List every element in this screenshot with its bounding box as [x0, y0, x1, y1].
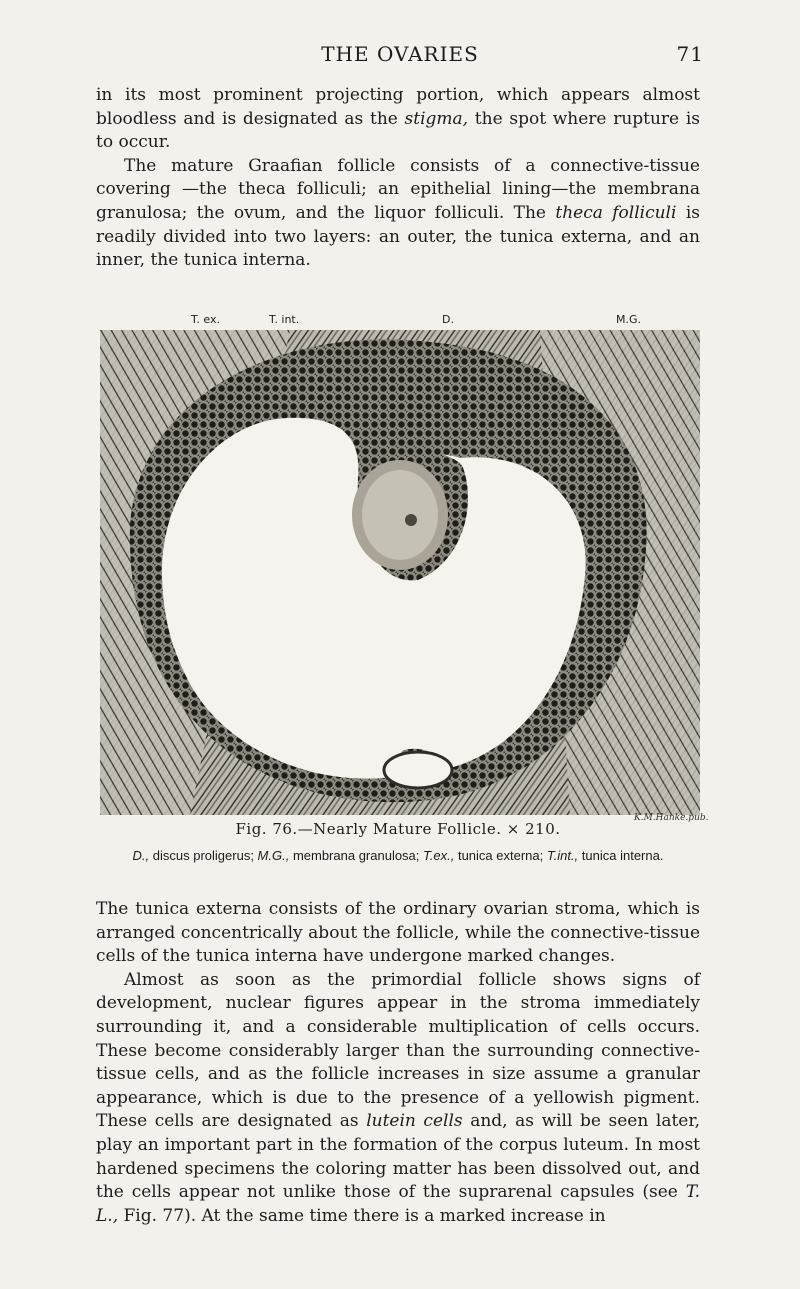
paragraph-tunica-externa: The tunica externa consists of the ordinary ovarian stroma, which is arranged concentrically about the follicle, while the connective-tissue cells of the tunica interna have undergone marked changes. — [96, 899, 700, 967]
figure-labels — [96, 313, 700, 331]
artist-signature: K.M.Hanke.pub. — [634, 813, 709, 823]
page-number: 71 — [676, 42, 704, 66]
top-text — [96, 84, 700, 273]
label-discus-proligerus: D. — [442, 313, 454, 326]
running-title: THE OVARIES — [321, 42, 479, 66]
running-head — [96, 42, 704, 72]
label-tunica-externa: T. ex. — [191, 313, 220, 326]
label-membrana-granulosa: M.G. — [616, 313, 642, 326]
bottom-text — [96, 898, 700, 1228]
follicle-illustration — [100, 330, 700, 815]
paragraph-graafian-follicle: The mature Graafian follicle consists of a connective-tissue covering —the theca folliculi; an epithelial lining—the membrana granulosa; the ovum, and the liquor folliculi. The theca folliculi is readily divided into two layers: an outer, the tunica externa, and an inner, the tunica interna. — [96, 155, 700, 271]
paragraph-lutein-cells: Almost as soon as the primordial follicle shows signs of development, nuclear figures appear in the stroma immediately surrounding it, and a considerable multiplication of cells occurs. These become considerably larger than the surrounding connective-tissue cells, and as the follicle increases in size assume a granular appearance, which is due to the presence of a yellowish pigment. These cells are designated as lutein cells and, as will be seen later, play an important part in the formation of the corpus luteum. In most hardened specimens the coloring matter has been dissolved out, and the cells appear not unlike those of the suprarenal capsules (see T. L., Fig. 77). At the same time there is a marked increase in — [96, 969, 701, 1226]
figure-legend: D., discus proligerus; M.G., membrana granulosa; T.ex., tunica externa; T.int., tunica interna. — [132, 848, 664, 863]
figure-caption: Fig. 76.—Nearly Mature Follicle. × 210. — [235, 820, 561, 838]
label-tunica-interna: T. int. — [269, 313, 300, 326]
paragraph-stigma: in its most prominent projecting portion, which appears almost bloodless and is designated as the stigma, the spot where rupture is to occur. — [96, 85, 700, 153]
